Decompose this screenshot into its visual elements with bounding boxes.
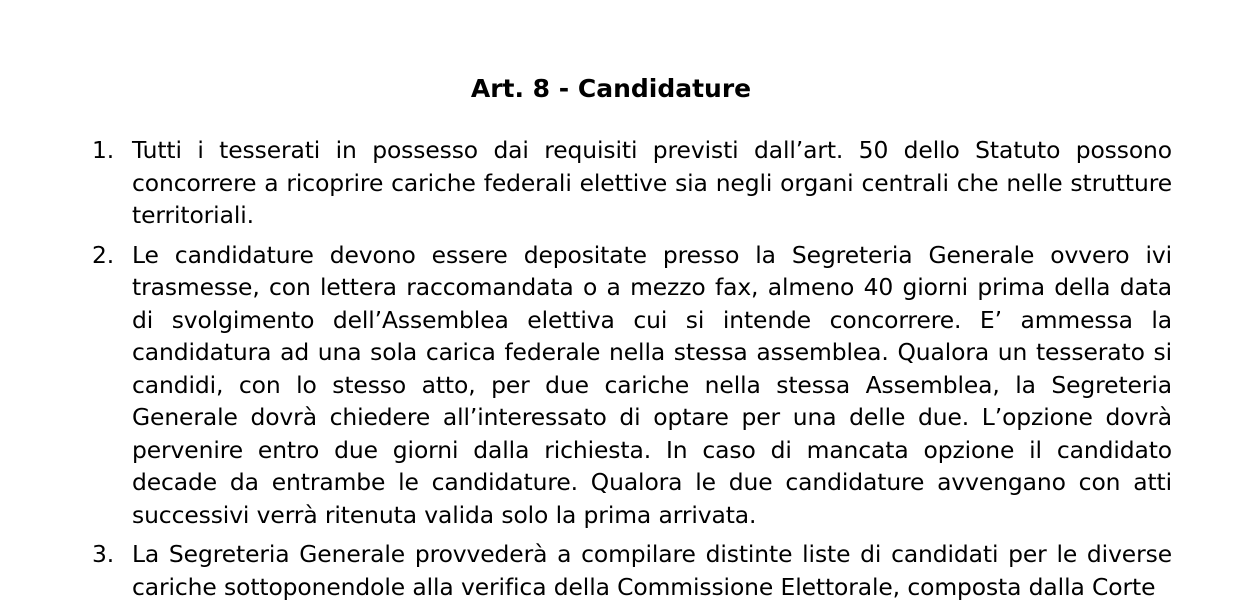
- item-text: Tutti i tesserati in possesso dai requisiti previsti dall’art. 50 dello Statuto possono concorrere a ricoprire cariche federali elettive sia negli organi centrali che nelle strutture territoriali.: [132, 136, 1172, 229]
- list-item: [92, 538, 1172, 603]
- item-text: Le candidature devono essere depositate presso la Segreteria Generale ovvero ivi trasmesse, con lettera raccomandata o a mezzo fax, almeno 40 giorni prima della data di svolgimento dell’Assemblea elettiva cui si intende concorrere. E’ ammessa la candidatura ad una sola carica federale nella stessa assemblea. Qualora un tesserato si candidi, con lo stesso atto, per due cariche nella stessa Assemblea, la Segreteria Generale dovrà chiedere all’interessato di optare per una delle due. L’opzione dovrà pervenire entro due giorni dalla richiesta. In caso di mancata opzione il candidato decade da entrambe le candidature. Qualora le due candidature avvengano con atti successivi verrà ritenuta valida solo la prima arrivata.: [132, 240, 1172, 529]
- list-item: [92, 239, 1172, 532]
- item-number: 2.: [92, 240, 115, 269]
- item-text: La Segreteria Generale provvederà a compilare distinte liste di candidati per le diverse cariche sottoponendole alla verifica della Commissione Elettorale, composta dalla Corte: [132, 540, 1172, 601]
- article-title: Art. 8 - Candidature: [470, 74, 752, 103]
- article-list: [92, 134, 1172, 603]
- list-item: [92, 134, 1172, 232]
- item-number: 1.: [92, 136, 115, 164]
- item-number: 3.: [92, 540, 115, 568]
